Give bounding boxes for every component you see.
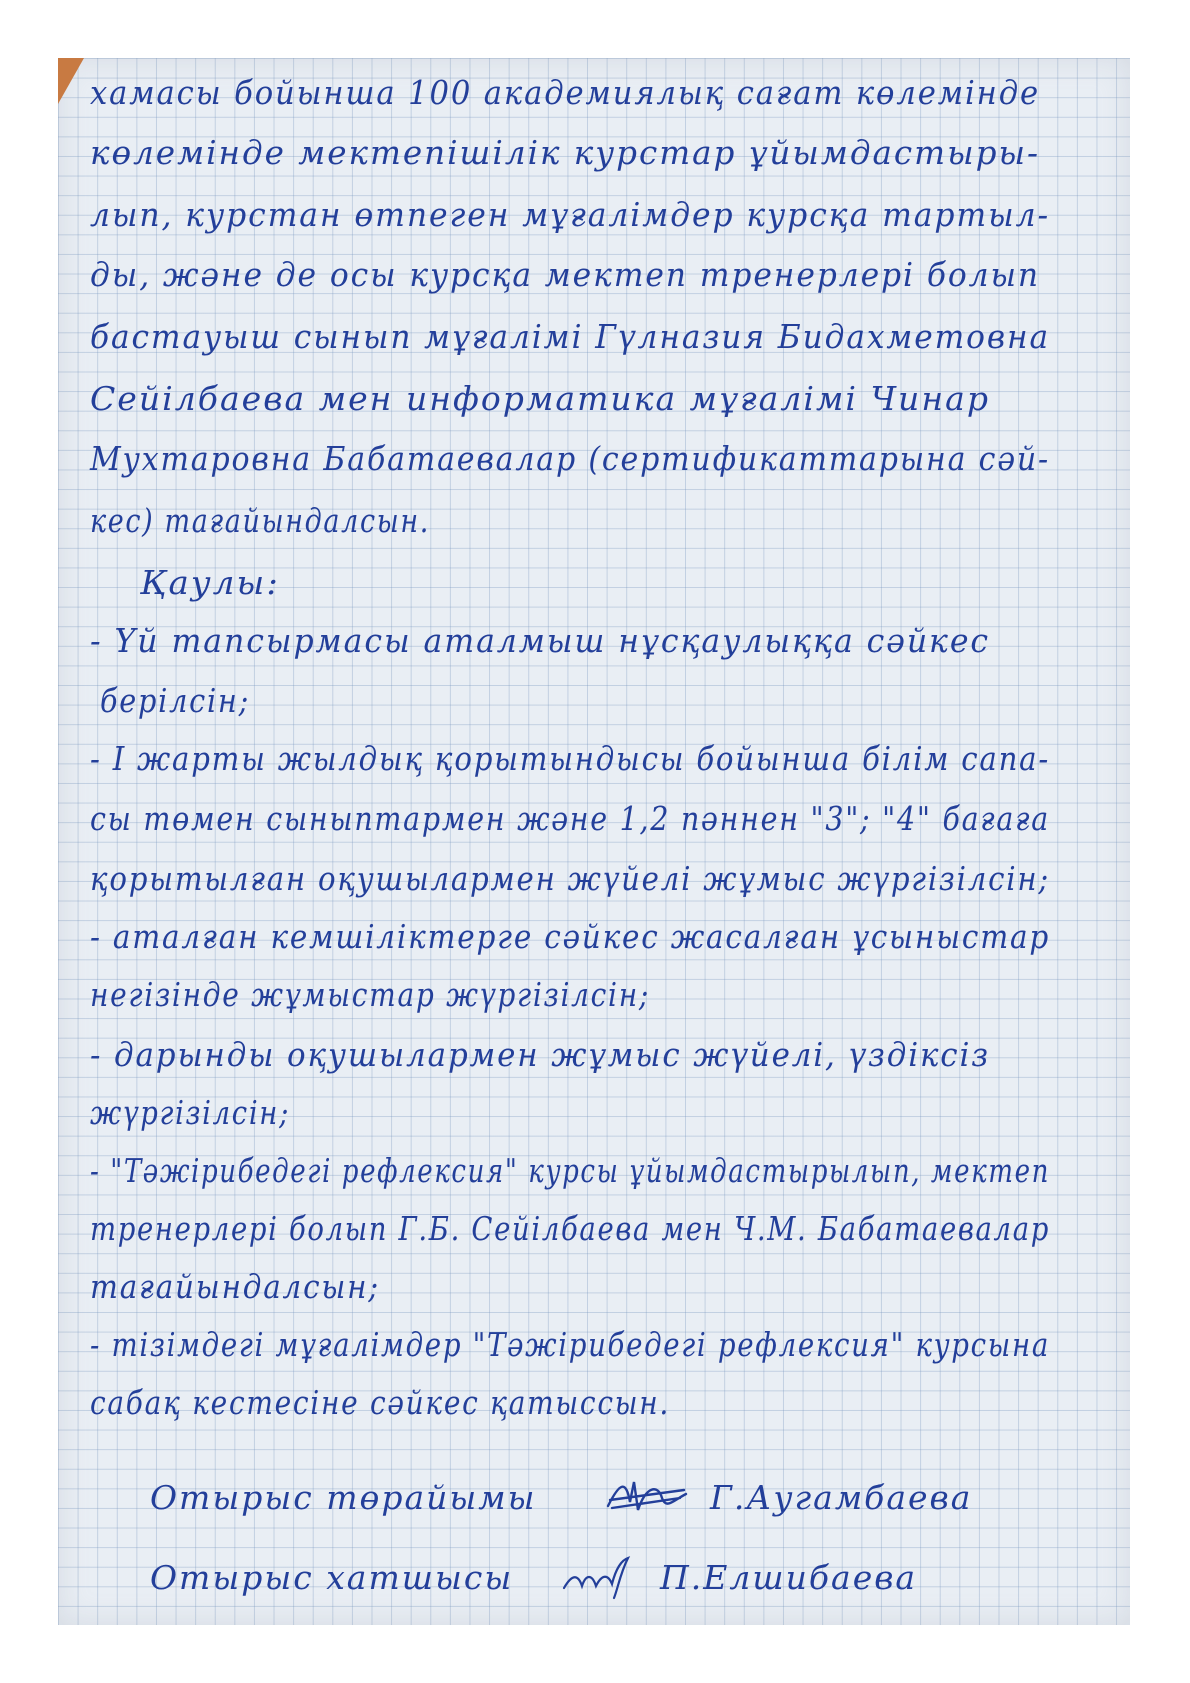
text-line: тренерлері болып Г.Б. Сейілбаева мен Ч.М. Бабатаевалар <box>90 1209 1050 1248</box>
list-item: - I жарты жылдық қорытындысы бойынша білім сапа- <box>90 739 1050 778</box>
list-item: - "Тәжірибедегі рефлексия" курсы ұйымдастырылып, мектеп <box>90 1151 1050 1190</box>
section-heading: Қаулы: <box>140 563 280 602</box>
text-line: негізінде жұмыстар жүргізілсін; <box>90 975 650 1014</box>
secretary-signature-mark <box>558 1554 638 1602</box>
list-item: - тізімдегі мұғалімдер "Тәжірибедегі рефлексия" курсына <box>90 1325 1050 1364</box>
chair-signature-mark <box>600 1476 690 1520</box>
text-line: бастауыш сынып мұғалімі Гүлназия Бидахметовна <box>90 317 1050 356</box>
page-corner-tab <box>58 58 84 104</box>
list-item: - дарынды оқушылармен жұмыс жүйелі, үздіксіз <box>90 1035 990 1074</box>
secretary-name: П.Елшибаева <box>660 1558 918 1597</box>
text-line: сабақ кестесіне сәйкес қатыссын. <box>90 1383 670 1422</box>
text-line: Мухтаровна Бабатаевалар (сертификаттарына сәй- <box>90 439 1050 478</box>
text-line: Сейілбаева мен информатика мұғалімі Чинар <box>90 379 990 418</box>
chair-name: Г.Аугамбаева <box>710 1478 973 1517</box>
text-line: ды, және де осы курсқа мектеп тренерлері болып <box>90 255 1040 294</box>
notebook-page <box>58 58 1130 1625</box>
secretary-signature-row <box>90 1548 1090 1608</box>
list-item: - Үй тапсырмасы аталмыш нұсқаулыққа сәйкес <box>90 621 990 660</box>
chair-label: Отырыс төрайымы <box>150 1478 537 1517</box>
text-line: көлемінде мектепішілік курстар ұйымдастыры- <box>90 133 1040 172</box>
secretary-label: Отырыс хатшысы <box>150 1558 514 1597</box>
text-line: жүргізілсін; <box>90 1093 290 1132</box>
text-line: сы төмен сыныптармен және 1,2 пәннен "3"; "4" бағаға <box>90 799 1050 838</box>
text-line: лып, курстан өтпеген мұғалімдер курсқа тартыл- <box>90 195 1050 234</box>
text-line: кес) тағайындалсын. <box>90 501 430 540</box>
text-line: қорытылған оқушылармен жүйелі жұмыс жүргізілсін; <box>90 859 1050 898</box>
list-item: - аталған кемшіліктерге сәйкес жасалған ұсыныстар <box>90 917 1050 956</box>
text-line: берілсін; <box>100 681 250 720</box>
chair-signature-row <box>90 1468 1090 1528</box>
text-line: хамасы бойынша 100 академиялық сағат көлемінде <box>90 73 1040 112</box>
text-line: тағайындалсын; <box>90 1267 380 1306</box>
